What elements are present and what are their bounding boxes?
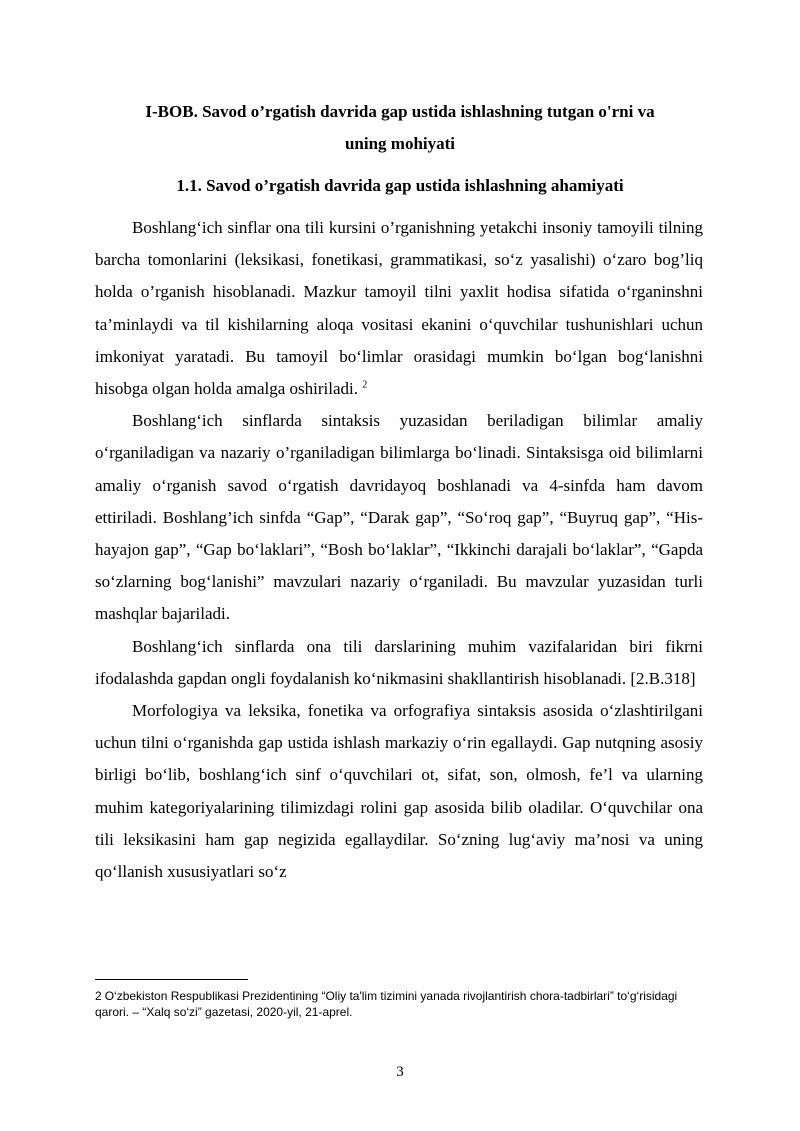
body-text bbox=[95, 212, 703, 888]
footnote-divider bbox=[95, 979, 248, 980]
page-number: 3 bbox=[396, 1064, 404, 1080]
paragraph-1 bbox=[95, 212, 703, 405]
footnote bbox=[95, 988, 695, 1020]
paragraph-2: Boshlang‘ich sinflarda sintaksis yuzasidan beriladigan bilimlar amaliy o‘rganiladigan va nazariy o’rganiladigan bilimlarga bo‘linadi. Sintaksisga oid bilimlarni amaliy o‘rganish savod o‘rgatish davridayoq boshlanadi va 4-sinfda ham davom ettiriladi. Boshlang’ich sinfda “Gap”, “Darak gap”, “So‘roq gap”, “Buyruq gap”, “His-hayajon gap”, “Gap bo‘laklari”, “Bosh bo‘laklar”, “Ikkinchi darajali bo‘laklar”, “Gapda so‘zlarning bog‘lanishi” mavzulari nazariy o‘rganiladi. Bu mavzular yuzasidan turli mashqlar bajariladi. bbox=[95, 411, 703, 624]
chapter-title bbox=[95, 96, 705, 160]
footnote-reference[interactable]: 2 bbox=[362, 379, 368, 391]
chapter-title-line1: I-BOB. Savod o’rgatish davrida gap ustida ishlashning tutgan o'rni va bbox=[145, 102, 655, 121]
chapter-title-line2: uning mohiyati bbox=[344, 134, 456, 153]
paragraph-3: Boshlang‘ich sinflarda ona tili darslarining muhim vazifalaridan biri fikrni ifodalashda gapdan ongli foydalanish ko‘nikmasini shakllantirish hisoblanadi. [2.B.318] bbox=[95, 636, 703, 688]
footnote-number: 2 bbox=[95, 989, 102, 1003]
paragraph-1-text: Boshlang‘ich sinflar ona tili kursini o’rganishning yetakchi insoniy tamoyili tilning barcha tomonlarini (leksikasi, fonetikasi, grammatikasi, so‘z yasalishi) o‘zaro bog’liq holda o’rganish hisoblanadi. Mazkur tamoyil tilni yaxlit hodisa sifatida o‘rganinshni ta’minlaydi va til kishilarning aloqa vositasi ekanini o‘quvchilar tushunishlari uchun imkoniyat yaratadi. Bu tamoyil bo‘limlar orasidagi mumkin bo‘lgan bog‘lanishni hisobga olgan holda amalga oshiriladi. bbox=[95, 218, 703, 399]
section-title: 1.1. Savod o’rgatish davrida gap ustida ishlashning ahamiyati bbox=[176, 176, 624, 195]
paragraph-4: Morfologiya va leksika, fonetika va orfografiya sintaksis asosida o‘zlashtirilgani uchun tilni o‘rganishda gap ustida ishlash markaziy o‘rin egallaydi. Gap nutqning asosiy birligi bo‘lib, boshlang‘ich sinf o‘quvchilari ot, sifat, son, olmosh, fe’l va ularning muhim kategoriyalarining tilimizdagi rolini gap asosida bilib oladilar. O‘quvchilar ona tili leksikasini ham gap negizida egallaydilar. So‘zning lug‘aviy ma’nosi va uning qo‘llanish xususiyatlari so‘z bbox=[95, 701, 703, 882]
footnote-text: O‘zbekiston Respublikasi Prezidentining “Oliy ta'lim tizimini yanada rivojlantirish chora-tadbirlari” to‘g‘risidagi qarori. – “Xalq so‘zi” gazetasi, 2020-yil, 21-aprel. bbox=[95, 989, 678, 1019]
